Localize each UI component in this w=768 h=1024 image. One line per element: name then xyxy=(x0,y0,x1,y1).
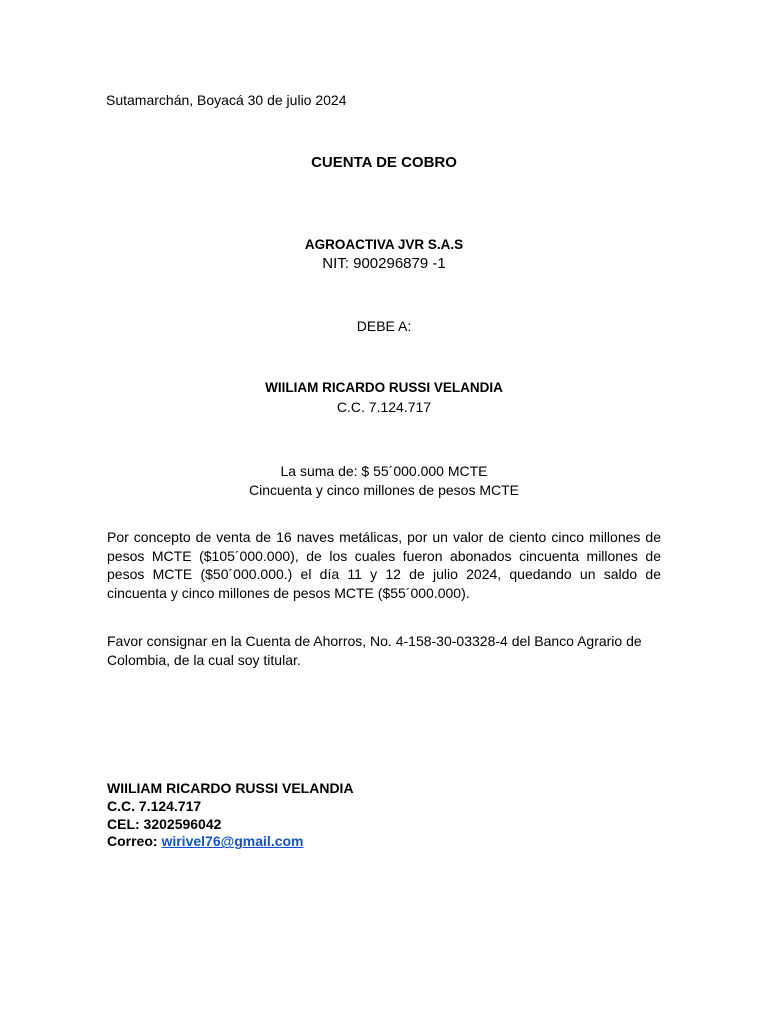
amount-line: La suma de: $ 55´000.000 MCTE xyxy=(280,463,488,479)
signature-phone: CEL: 3202596042 xyxy=(107,815,222,832)
creditor-name: WIILIAM RICARDO RUSSI VELANDIA xyxy=(265,380,503,395)
signature-block xyxy=(107,780,354,851)
signature-email-label: Correo: xyxy=(107,833,158,850)
debtor-company-name: AGROACTIVA JVR S.A.S xyxy=(304,237,464,252)
place-date: Sutamarchán, Boyacá 30 de julio 2024 xyxy=(106,92,347,108)
owes-label: DEBE A: xyxy=(356,318,412,334)
document-title: CUENTA DE COBRO xyxy=(311,154,457,171)
creditor-id: C.C. 7.124.717 xyxy=(336,399,432,415)
signature-name: WIILIAM RICARDO RUSSI VELANDIA xyxy=(107,780,354,796)
concept-paragraph: Por concepto de venta de 16 naves metálicas, por un valor de ciento cinco millones de pesos MCTE ($105´000.000), de los cuales fueron abonados cincuenta millones de pesos MCTE ($50´000.000.) el día 11 y 12 de julio 2024, quedando un saldo de cincuenta y cinco millones de pesos MCTE ($55´000.000). xyxy=(107,529,661,602)
amount-words: Cincuenta y cinco millones de pesos MCTE xyxy=(248,482,519,498)
signature-id: C.C. 7.124.717 xyxy=(107,797,202,814)
signature-email-link[interactable]: wirivel76@gmail.com xyxy=(161,833,304,850)
payment-instructions-paragraph: Favor consignar en la Cuenta de Ahorros, No. 4-158-30-03328-4 del Banco Agrario de Colombia, de la cual soy titular. xyxy=(107,633,642,668)
signature-email-row xyxy=(107,833,354,851)
debtor-nit: NIT: 900296879 -1 xyxy=(322,255,446,272)
